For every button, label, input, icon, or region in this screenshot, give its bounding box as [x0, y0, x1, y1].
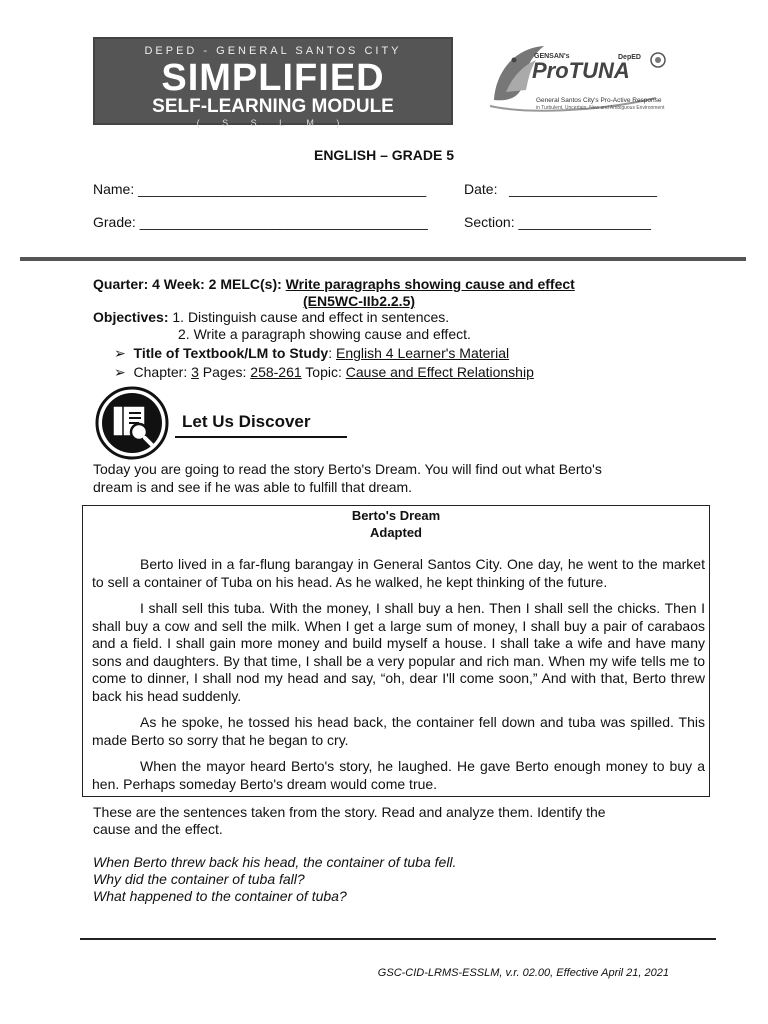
- logo-deped-text: DepED: [618, 54, 641, 61]
- story-paragraph-2: I shall sell this tuba. With the money, I shall buy a hen. Then I shall sell the chicks. Then I shall buy a cow and sell the milk. When I get a large sum of money, I shall buy a pair of carabaos and a field. I shall gain more money and build myself a house. I shall take a wife and have many sons and daughters. By that time, I shall be a very popular and rich man. When my wife tells me to come to dinner, I shall nod my head and say, “oh, dear I'll come soon,” And with that, Berto threw back his head suddenly.: [92, 600, 705, 704]
- page-title: ENGLISH – GRADE 5: [313, 147, 455, 163]
- banner-module-name: SELF-LEARNING MODULE: [152, 96, 394, 117]
- banner-title: SIMPLIFIED: [161, 57, 385, 99]
- logo-tagline-small: in Turbulent, Uncertain, New and Ambiguous Environment: [536, 105, 665, 111]
- logo-protuna-text: ProTUNA: [532, 58, 630, 83]
- textbook-title: English 4 Learner's Material: [336, 345, 510, 361]
- banner-subtitle: DEPED - GENERAL SANTOS CITY: [144, 45, 402, 57]
- bullet-arrow-icon: ➢: [114, 345, 126, 361]
- melc-code: (EN5WC-IIb2.2.5): [303, 293, 416, 309]
- grade-blank[interactable]: _____________________________________: [139, 214, 428, 230]
- date-label: Date:: [464, 181, 498, 197]
- objectives-line: [93, 309, 449, 325]
- name-field[interactable]: [93, 181, 426, 197]
- textbook-label: Title of Textbook/LM to Study: [133, 345, 329, 361]
- logo-tagline: General Santos City's Pro-Active Response: [536, 97, 662, 104]
- logo-gensan-text: GENSAN's: [534, 53, 570, 60]
- grade-field[interactable]: [93, 214, 428, 230]
- story-subtitle: Adapted: [370, 525, 422, 540]
- footer-code: GSC-CID-LRMS-ESSLM, v.r. 02.00, Effective April 21, 2021: [377, 967, 669, 979]
- name-label: Name:: [93, 181, 135, 197]
- section-blank[interactable]: _________________: [518, 214, 651, 230]
- date-blank[interactable]: ___________________: [509, 181, 658, 197]
- name-blank[interactable]: _____________________________________: [138, 181, 427, 197]
- chapter-number: 3: [191, 364, 199, 380]
- section-field[interactable]: [464, 214, 651, 230]
- story-paragraph-3: As he spoke, he tossed his head back, the container fell down and tuba was spilled. This made Berto so sorry that he began to cry.: [92, 714, 705, 748]
- story-title: Berto's Dream: [351, 508, 441, 523]
- chapter-line: [114, 364, 534, 381]
- question-3: What happened to the container of tuba?: [93, 888, 347, 904]
- topic-text: Cause and Effect Relationship: [345, 364, 534, 380]
- textbook-line: ➢ Title of Textbook/LM to Study: English 4 Learner's Material: [114, 345, 510, 361]
- footer-divider: [80, 938, 716, 940]
- heading-underline: [175, 436, 347, 438]
- quarter-line: [93, 276, 575, 292]
- objectives-label: Objectives:: [93, 309, 169, 325]
- section-heading: Let Us Discover: [182, 412, 311, 431]
- section-label: Section:: [464, 214, 515, 230]
- story-paragraph-4: When the mayor heard Berto's story, he laughed. He gave Berto enough money to buy a hen. Perhaps someday Berto's dream would come true.: [92, 758, 705, 792]
- header-divider: [20, 257, 746, 261]
- story-paragraph-1: Berto lived in a far-flung barangay in General Santos City. One day, he went to the market to sell a container of Tuba on his head. As he walked, he kept thinking of the future.: [92, 556, 705, 590]
- grade-label: Grade:: [93, 214, 136, 230]
- sslm-banner: [93, 37, 453, 128]
- protuna-logo: [486, 40, 676, 120]
- pages-label: Pages:: [198, 364, 251, 380]
- banner-acronym: ( S S L M ): [196, 118, 350, 128]
- intro-line-2: dream is and see if he was able to fulfill that dream.: [93, 479, 413, 495]
- chapter-label: Chapter:: [133, 364, 192, 380]
- bullet-arrow-icon: ➢: [114, 364, 126, 380]
- book-magnifier-icon: [93, 386, 171, 460]
- topic-label: Topic:: [301, 364, 346, 380]
- melc-text: Write paragraphs showing cause and effect: [285, 276, 575, 292]
- date-field[interactable]: [464, 181, 657, 197]
- question-2: Why did the container of tuba fall?: [93, 871, 305, 887]
- story-box: [82, 505, 710, 797]
- analysis-line-1: These are the sentences taken from the story. Read and analyze them. Identify the: [93, 804, 606, 820]
- objective-1: 1. Distinguish cause and effect in sentences.: [172, 309, 450, 325]
- pages-range: 258-261: [250, 364, 302, 380]
- analysis-line-2: cause and the effect.: [93, 821, 223, 837]
- question-1: When Berto threw back his head, the container of tuba fell.: [93, 854, 457, 870]
- objective-2: 2. Write a paragraph showing cause and effect.: [178, 326, 471, 342]
- intro-line-1: Today you are going to read the story Berto's Dream. You will find out what Berto's: [93, 461, 602, 477]
- quarter-prefix: Quarter: 4 Week: 2 MELC(s):: [93, 276, 286, 292]
